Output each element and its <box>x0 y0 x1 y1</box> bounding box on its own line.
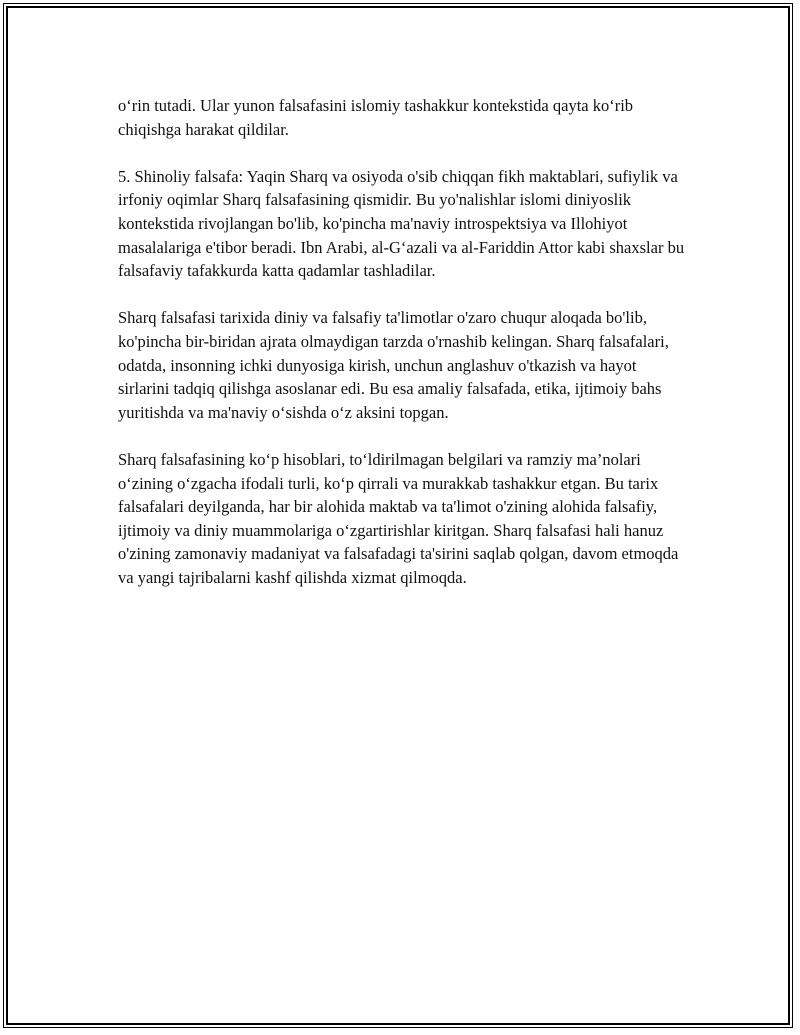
paragraph-continuation: o‘rin tutadi. Ular yunon falsafasini islomiy tashakkur kontekstida qayta ko‘rib chiqishga harakat qildilar. <box>118 96 634 139</box>
paragraph-hisoblari: Sharq falsafasining ko‘p hisoblari, to‘ldirilmagan belgilari va ramziy ma’nolari o‘zining o‘zgacha ifodali turli, ko‘p qirrali va murakkab tashakkur etgan. Bu tarix falsafalari deyilganda, har bir alohida maktab va ta'limot o'zining alohida falsafiy, ijtimoiy va diniy muammolariga o‘zgartirishlar kiritgan. Sharq falsafasi hali hanuz o'zining zamonaviy madaniyat va falsafadagi ta'sirini saqlab qolgan, davom etmoqda va yangi tajribalarni kashf qilishda xizmat qilmoqda. <box>118 449 679 587</box>
paragraph-shinoliy-falsafa: 5. Shinoliy falsafa: Yaqin Sharq va osiyoda o'sib chiqqan fikh maktablari, sufiylik va irfoniy oqimlar Sharq falsafasining qismidir. Bu yo'nalishlar islomi diniyoslik kontekstida rivojlangan bo'lib, ko'pincha ma'naviy introspektsiya va Illohiyot masalalariga e'tibor beradi. Ibn Arabi, al-G‘azali va al-Fariddin Attor kabi shaxslar bu falsafaviy tafakkurda katta qadamlar tashladilar. <box>118 166 685 281</box>
paragraph-diniy-falsafiy: Sharq falsafasi tarixida diniy va falsafiy ta'limotlar o'zaro chuqur aloqada bo'lib, ko'pincha bir-biridan ajrata olmaydigan tarzda o'rnashib kelingan. Sharq falsafalari, odatda, insonning ichki dunyosiga kirish, unchun anglashuv o'tkazish va hayot sirlarini tadqiq qilishga asoslanar edi. Bu esa amaliy falsafada, etika, ijtimoiy bahs yuritishda va ma'naviy o‘sishda o‘z aksini topgan. <box>118 308 669 422</box>
document-body <box>118 94 688 613</box>
